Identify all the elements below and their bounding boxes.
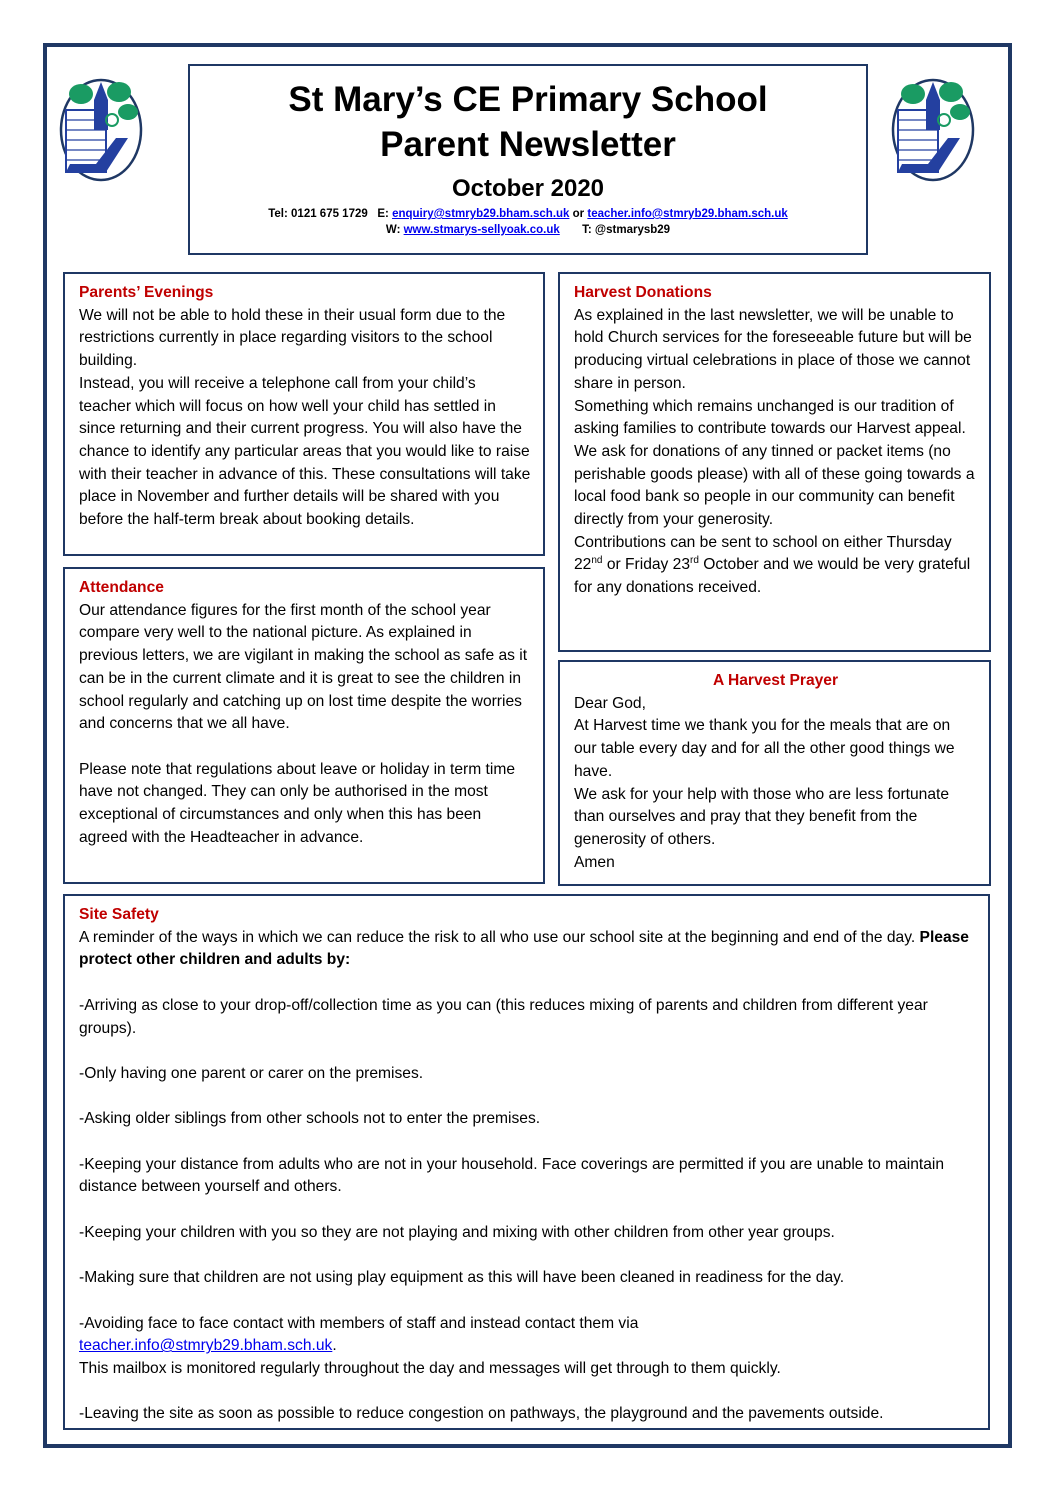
parents-evenings-section bbox=[63, 272, 545, 556]
newsletter-date: October 2020 bbox=[451, 175, 605, 202]
school-logo-right bbox=[888, 68, 978, 183]
safety-item: -Leaving the site as soon as possible to reduce congestion on pathways, the playground and the pavements outside. bbox=[79, 1405, 884, 1423]
contact-line-2 bbox=[190, 222, 866, 238]
section-heading: Parents’ Evenings bbox=[79, 284, 214, 301]
contact-line-1 bbox=[190, 206, 866, 222]
enquiry-email-link[interactable]: enquiry@stmryb29.bham.sch.uk bbox=[392, 208, 570, 220]
attendance-section bbox=[63, 567, 545, 884]
safety-item: -Asking older siblings from other schools not to enter the premises. bbox=[79, 1110, 541, 1128]
school-logo-left bbox=[56, 68, 146, 183]
safety-item: -Arriving as close to your drop-off/collection time as you can (this reduces mixing of parents and children from different year groups). bbox=[79, 996, 928, 1037]
email-label: E: bbox=[377, 208, 389, 220]
newsletter-title: Parent Newsletter bbox=[380, 125, 676, 164]
harvest-donations-section bbox=[558, 272, 991, 652]
section-heading: Site Safety bbox=[79, 906, 159, 923]
newsletter-header bbox=[188, 64, 868, 255]
or-text: or bbox=[572, 208, 585, 220]
safety-item: -Avoiding face to face contact with members of staff and instead contact them via bbox=[79, 1314, 639, 1332]
prayer-line: Amen bbox=[574, 853, 615, 871]
site-safety-section bbox=[63, 894, 990, 1430]
harvest-prayer-section bbox=[558, 660, 991, 886]
telephone: Tel: 0121 675 1729 bbox=[268, 208, 368, 220]
teacher-email-link[interactable]: teacher.info@stmryb29.bham.sch.uk bbox=[79, 1337, 333, 1355]
paragraph: Instead, you will receive a telephone call from your child’s teacher which will focus on how well your child has settled in since returning and their current progress. You will also have the chance to identify any particular areas that you would like to raise with their teacher in advance of this. These consultations will take place in November and further details will be shared with you before the half-term break about booking details. bbox=[79, 374, 531, 529]
section-heading: Attendance bbox=[79, 579, 164, 596]
teacher-email-link[interactable]: teacher.info@stmryb29.bham.sch.uk bbox=[587, 208, 788, 220]
section-heading: Harvest Donations bbox=[574, 284, 712, 301]
paragraph: Our attendance figures for the first month of the school year compare very well to the national picture. As explained in previous letters, we are vigilant in making the school as safe as it can be in the current climate and it is great to see the children in school regularly and catching up on lost time despite the worries and concerns that we all have. bbox=[79, 601, 528, 733]
prayer-line: We ask for your help with those who are less fortunate than ourselves and pray that they benefit from the generosity of others. bbox=[574, 785, 950, 848]
safety-item: -Making sure that children are not using play equipment as this will have been cleaned in readiness for the day. bbox=[79, 1269, 845, 1287]
safety-item: -Only having one parent or carer on the premises. bbox=[79, 1064, 424, 1082]
prayer-line: At Harvest time we thank you for the meals that are on our table every day and for all the other good things we have. bbox=[574, 717, 955, 780]
twitter-handle: T: @stmarysb29 bbox=[582, 224, 671, 236]
section-heading: A Harvest Prayer bbox=[712, 672, 839, 689]
paragraph: Something which remains unchanged is our tradition of asking families to contribute towards our Harvest appeal. bbox=[574, 397, 966, 438]
paragraph: A reminder of the ways in which we can reduce the risk to all who use our school site at the beginning and end of the day. Please protect other children and adults by: bbox=[79, 928, 969, 969]
paragraph: This mailbox is monitored regularly throughout the day and messages will get through to them quickly. bbox=[79, 1359, 781, 1377]
website-link[interactable]: www.stmarys-sellyoak.co.uk bbox=[403, 224, 560, 236]
web-label: W: bbox=[385, 224, 401, 236]
prayer-line: Dear God, bbox=[574, 694, 646, 712]
safety-item: -Keeping your distance from adults who are not in your household. Face coverings are permitted if you are unable to maintain distance between yourself and others. bbox=[79, 1155, 945, 1196]
paragraph: Please note that regulations about leave or holiday in term time have not changed. They can only be authorised in the most exceptional of circumstances and only when this has been agreed with the Headteacher in advance. bbox=[79, 760, 516, 846]
paragraph: We ask for donations of any tinned or packet items (no perishable goods please) with all of these going towards a local food bank so people in our community can benefit directly from your generosity. bbox=[574, 442, 975, 529]
paragraph: As explained in the last newsletter, we will be unable to hold Church services for the foreseeable future but will be producing virtual celebrations in place of those we cannot share in person. bbox=[574, 306, 972, 392]
safety-item: -Keeping your children with you so they are not playing and mixing with other children from other year groups. bbox=[79, 1223, 835, 1241]
paragraph: Contributions can be sent to school on either Thursday 22nd or Friday 23rd October and we would be very grateful for any donations received. bbox=[574, 533, 971, 597]
school-name: St Mary’s CE Primary School bbox=[288, 80, 768, 119]
paragraph: We will not be able to hold these in their usual form due to the restrictions currently in place regarding visitors to the school building. bbox=[79, 306, 506, 370]
contact-email-line: teacher.info@stmryb29.bham.sch.uk. bbox=[79, 1337, 337, 1355]
